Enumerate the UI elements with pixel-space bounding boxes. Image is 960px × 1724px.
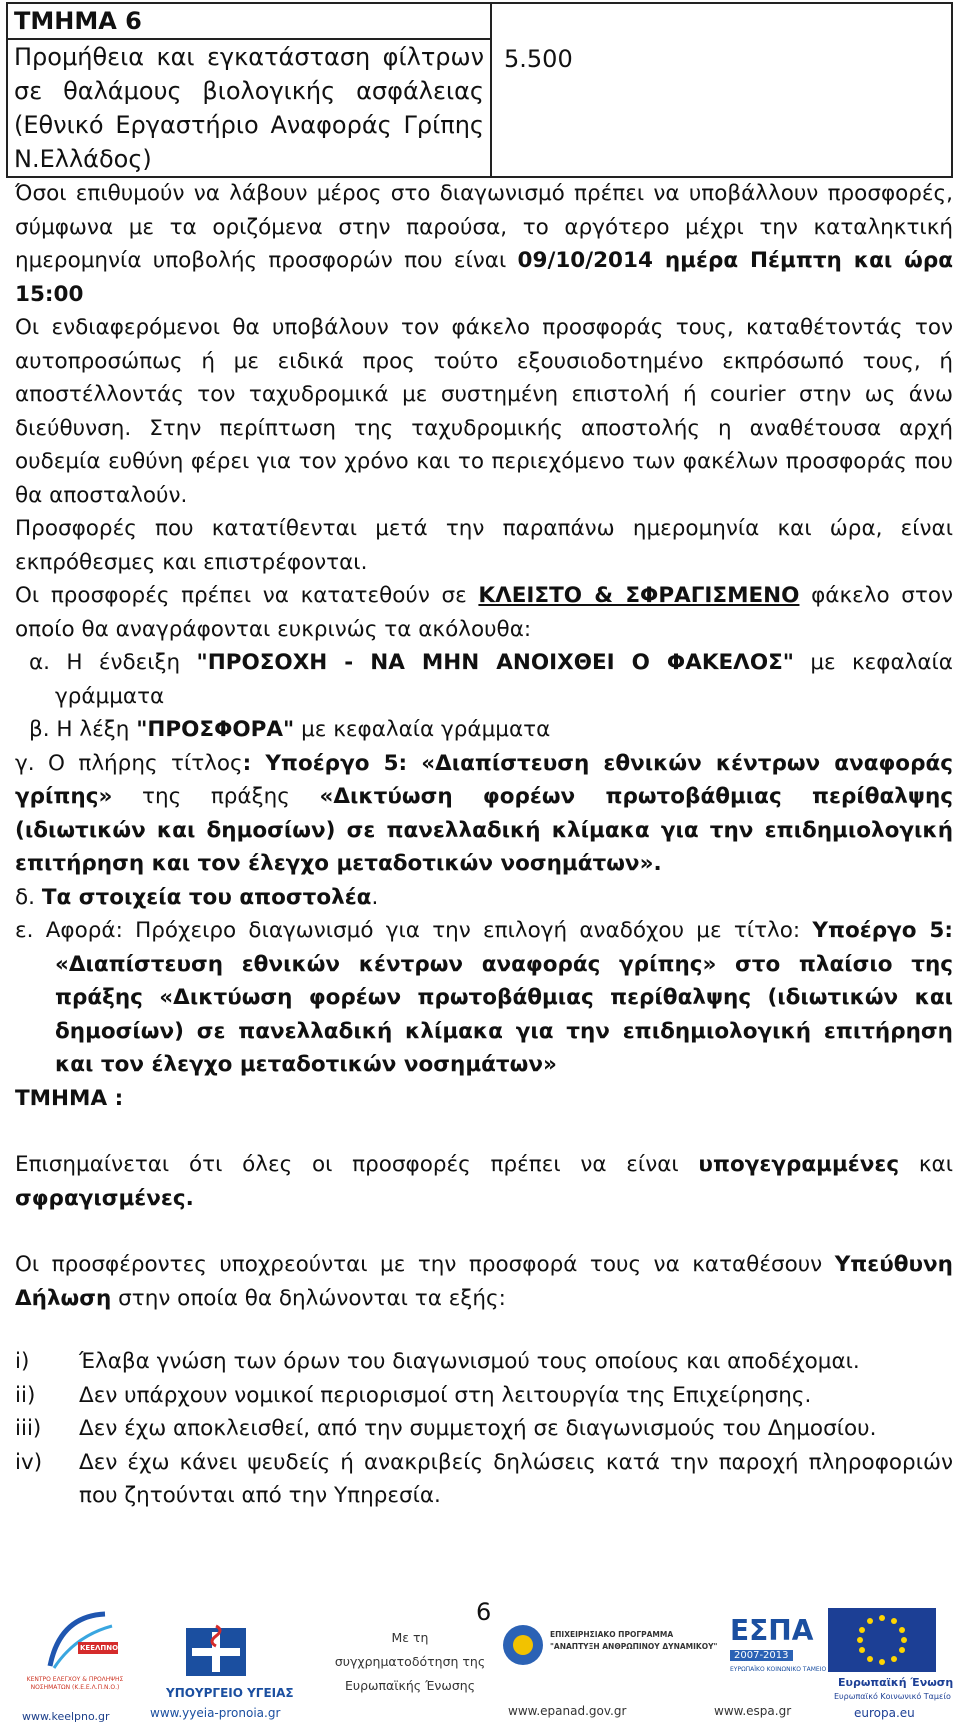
sealed-emphasis: ΚΛΕΙΣΤΟ & ΣΦΡΑΓΙΣΜΕΝΟ xyxy=(478,583,800,608)
lot-amount: 5.500 xyxy=(491,3,952,177)
lot-description: Προμήθεια και εγκατάσταση φίλτρων σε θαλάμους βιολογικής ασφάλειας (Εθνικό Εργαστήριο Αναφοράς Γρίπης Ν.Ελλάδος) xyxy=(7,39,491,177)
declaration-item: i) Έλαβα γνώση των όρων του διαγωνισμού τους οποίους και αποδέχομαι. xyxy=(15,1349,860,1374)
signature-paragraph: Επισημαίνεται ότι όλες οι προσφορές πρέπει να είναι υπογεγραμμένες και σφραγισμένες. xyxy=(15,1152,953,1211)
deadline-date: 09/10/2014 ημέρα Πέμπτη και ώρα 15:00 xyxy=(15,248,953,307)
document-body xyxy=(15,177,953,1513)
lot-heading: ΤΜΗΜΑ 6 xyxy=(7,3,491,39)
submission-paragraph: Οι ενδιαφερόμενοι θα υποβάλουν τον φάκελο προσφοράς τους, καταθέτοντάς τον αυτοπροσώπως ή με ειδικά προς τούτο εξουσιοδοτημένο εκπρόσωπό τους, ή αποστέλλοντάς τον ταχυδρομικά με συστημένη επιστολή ή courier στην ως άνω διεύθυνση. Στην περίπτωση της ταχυδρομικής αποστολής η αναθέτουσα αρχή ουδεμία ευθύνη φέρει για τον χρόνο και το περιεχόμενο των φακέλων προσφοράς που θα αποσταλούν. xyxy=(15,315,953,508)
cofunding-text: Με τη συγχρηματοδότηση της Ευρωπαϊκής Ένωσης xyxy=(334,1630,486,1693)
envelope-item-d: δ. Τα στοιχεία του αποστολέα. xyxy=(15,884,379,910)
lot-table xyxy=(6,2,953,178)
footer-logos xyxy=(0,1600,960,1724)
tmima-label: ΤΜΗΜΑ : xyxy=(15,1085,124,1111)
ministry-cross-icon xyxy=(146,1622,286,1682)
epanad-emblem-icon xyxy=(498,1620,548,1670)
envelope-item-b: β. Η λέξη "ΠΡΟΣΦΟΡΑ" με κεφαλαία γράμματα xyxy=(29,717,551,742)
keelpno-emblem-icon xyxy=(20,1606,130,1676)
deadline-paragraph: Όσοι επιθυμούν να λάβουν μέρος στο διαγωνισμό πρέπει να υποβάλλουν προσφορές, σύμφωνα με τα οριζόμενα στην παρούσα, το αργότερο μέχρι την καταληκτική ημερομηνία υποβολής προσφορών που είναι 09/10/2014 ημέρα Πέμπτη και ώρα 15:00 xyxy=(15,181,953,307)
envelope-paragraph: Οι προσφορές πρέπει να κατατεθούν σε ΚΛΕΙΣΤΟ & ΣΦΡΑΓΙΣΜΕΝΟ φάκελο στον οποίο θα αναγράφονται ευκρινώς τα ακόλουθα: xyxy=(15,583,953,642)
keelpno-logo: ΚΕΕΛΠΝΟ ΚΕΝΤΡΟ ΕΛΕΓΧΟΥ & ΠΡΟΛΗΨΗΣ ΝΟΣΗΜΑΤΩΝ (Κ.Ε.Ε.Λ.Π.Ν.Ο.) www.keelpno.gr xyxy=(20,1606,130,1724)
declaration-item: iv) Δεν έχω κάνει ψευδείς ή ανακριβείς δηλώσεις κατά την παροχή πληροφοριών που ζητούνται από την Υπηρεσία. xyxy=(15,1449,953,1508)
declaration-item: ii) Δεν υπάρχουν νομικοί περιορισμοί στη λειτουργία της Επιχείρησης. xyxy=(15,1382,812,1408)
ministry-logo: ΥΠΟΥΡΓΕΙΟ ΥΓΕΙΑΣ www.yyeia-pronoia.gr xyxy=(146,1622,286,1724)
declaration-item: iii) Δεν έχω αποκλεισθεί, από την συμμετοχή σε διαγωνισμούς του Δημοσίου. xyxy=(15,1416,877,1441)
eu-flag-icon xyxy=(828,1608,936,1672)
envelope-item-e: ε. Αφορά: Πρόχειρο διαγωνισμό για την επιλογή αναδόχου με τίτλο: Υποέργο 5: «Διαπίστευση εθνικών κέντρων αναφοράς γρίπης» στο πλαίσιο της πράξης «Δικτύωση φορέων πρωτοβάθμιας περίθαλψης (ιδιωτικών και δημοσίων) σε πανελλαδική κλίμακα για την επιδημιολογική επιτήρηση και τον έλεγχο μεταδοτικών νοσημάτων» xyxy=(15,918,953,1077)
envelope-item-c: γ. Ο πλήρης τίτλος: Υποέργο 5: «Διαπίστευση εθνικών κέντρων αναφοράς γρίπης» της πράξης «Δικτύωση φορέων πρωτοβάθμιας περίθαλψης (ιδιωτικών και δημοσίων) σε πανελλαδική κλίμακα για την επιδημιολογική επιτήρηση και τον έλεγχο μεταδοτικών νοσημάτων». xyxy=(15,750,953,876)
declaration-paragraph: Οι προσφέροντες υποχρεούνται με την προσφορά τους να καταθέσουν Υπεύθυνη Δήλωση στην οποία θα δηλώνονται τα εξής: xyxy=(15,1252,953,1311)
espa-logo: ΕΣΠΑ 2007-2013 ΕΥΡΩΠΑΪΚΟ ΚΟΙΝΩΝΙΚΟ ΤΑΜΕΙΟ www.espa.gr xyxy=(714,1614,827,1718)
envelope-item-a: α. Η ένδειξη "ΠΡΟΣΟΧΗ - ΝΑ ΜΗΝ ΑΝΟΙΧΘΕΙ Ο ΦΑΚΕΛΟΣ" με κεφαλαία γράμματα xyxy=(29,650,953,709)
epanad-logo: ΕΠΙΧΕΙΡΗΣΙΑΚΟ ΠΡΟΓΡΑΜΜΑ "ΑΝΑΠΤΥΞΗ ΑΝΘΡΩΠΙΝΟΥ ΔΥΝΑΜΙΚΟΥ" www.epanad.gov.gr xyxy=(498,1620,648,1724)
late-offers-paragraph: Προσφορές που κατατίθενται μετά την παραπάνω ημερομηνία και ώρα, είναι εκπρόθεσμες και επιστρέφονται. xyxy=(15,516,953,575)
page-number: 6 xyxy=(476,1598,492,1626)
eu-logo: Ευρωπαϊκή Ένωση Ευρωπαϊκό Κοινωνικό Ταμείο europa.eu xyxy=(828,1608,940,1724)
